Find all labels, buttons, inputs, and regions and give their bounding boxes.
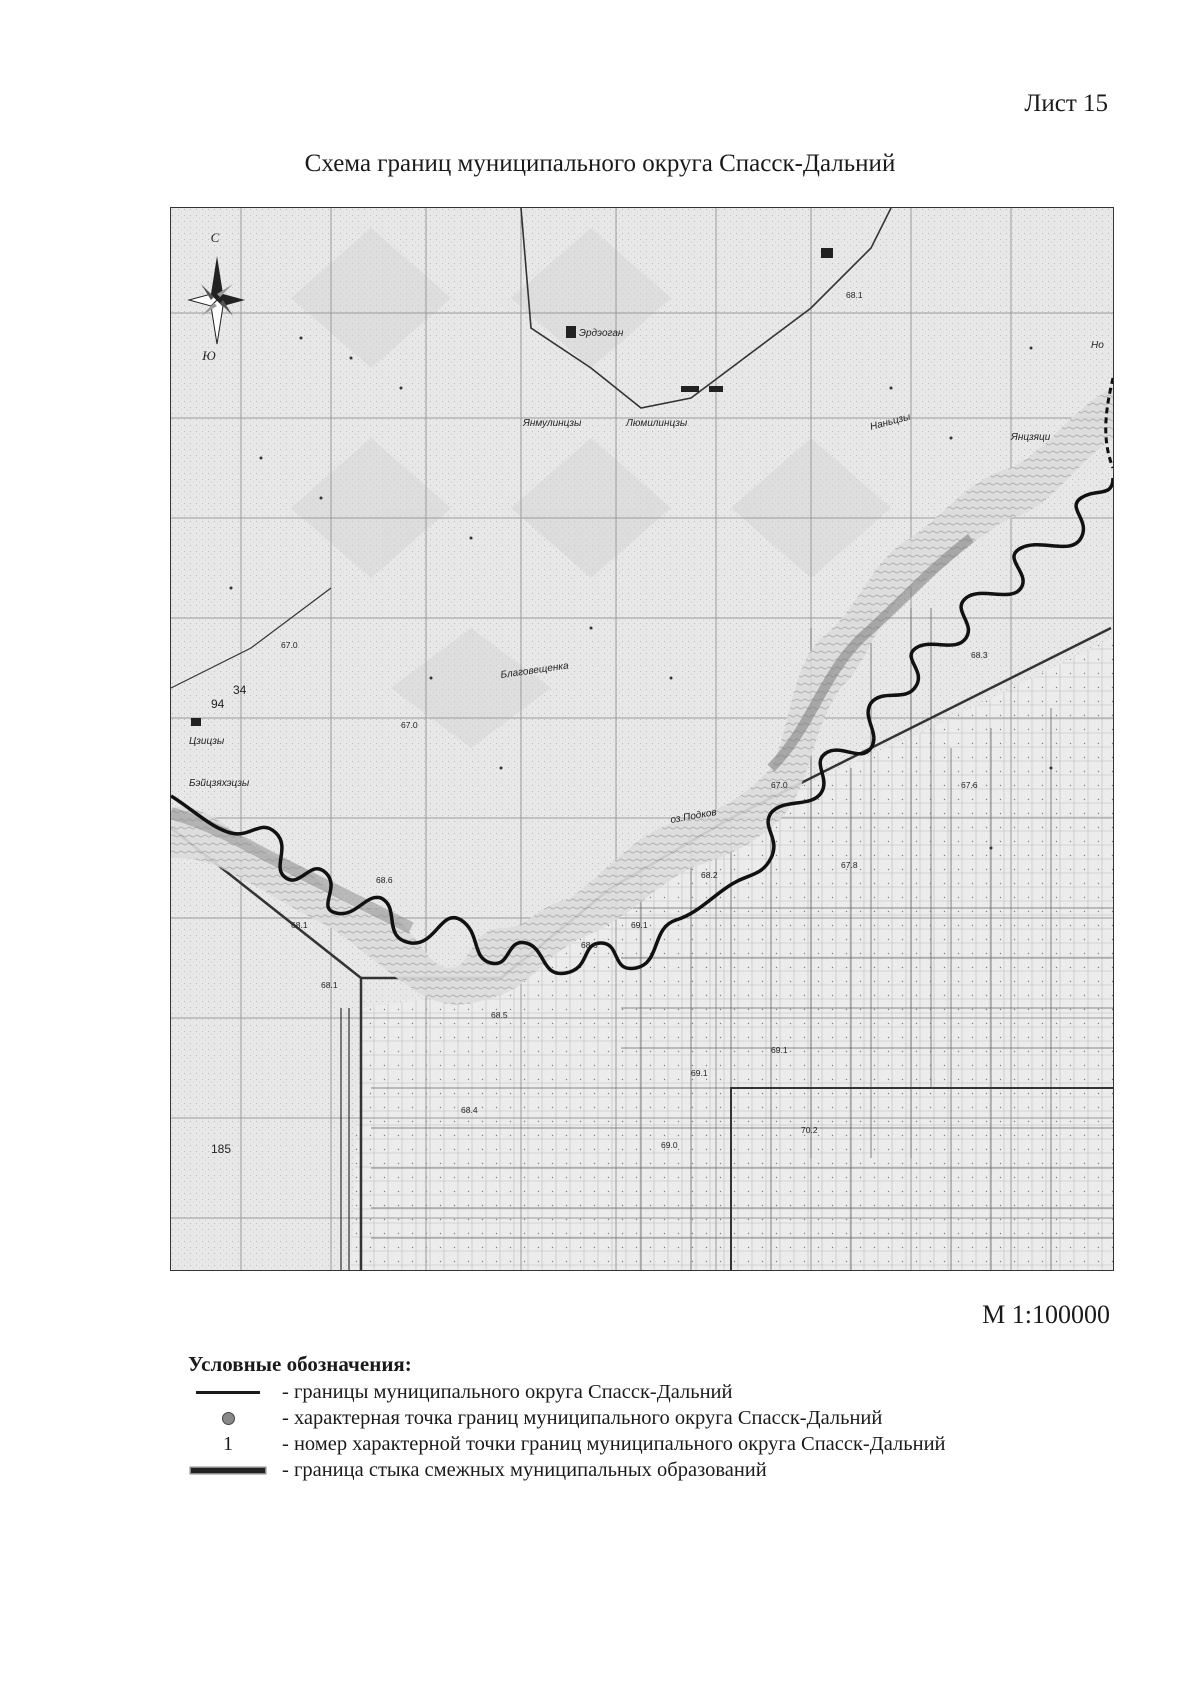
map-scale: М 1:100000 xyxy=(982,1300,1110,1329)
legend-symbol-dot xyxy=(188,1412,268,1425)
legend-item-text: - номер характерной точки границ муниципального округа Спасск-Дальний xyxy=(282,1432,946,1455)
legend xyxy=(188,1352,1108,1483)
elevation-mark: 69.1 xyxy=(631,920,648,930)
legend-item-text: - границы муниципального округа Спасск-Дальний xyxy=(282,1380,733,1403)
place-label: Но xyxy=(1091,340,1104,351)
elevation-mark: 68.2 xyxy=(701,870,718,880)
place-label: Благовещенка xyxy=(499,660,570,681)
elevation-mark: 67.0 xyxy=(281,640,298,650)
place-label: Люмилинцзы xyxy=(626,418,688,429)
grid-number: 94 xyxy=(211,697,225,711)
elevation-mark: 68.4 xyxy=(461,1105,478,1115)
legend-item-junction xyxy=(188,1457,1108,1483)
place-label: оз.Подков xyxy=(669,807,718,826)
compass-north-label: С xyxy=(210,230,220,245)
elevation-mark: 67.8 xyxy=(841,860,858,870)
elevation-mark: 68.5 xyxy=(491,1010,508,1020)
place-label: Цзицзы xyxy=(189,736,225,747)
place-label: Наньцзы xyxy=(868,411,912,433)
elevation-mark: 68.3 xyxy=(971,650,988,660)
legend-item-text: - граница стыка смежных муниципальных образований xyxy=(282,1458,767,1481)
map-canvas[interactable] xyxy=(171,208,1113,1270)
grid-number: 185 xyxy=(211,1142,232,1156)
legend-symbol-number: 1 xyxy=(223,1432,233,1455)
document-title: Схема границ муниципального округа Спасск-Дальний xyxy=(304,150,896,177)
place-label: Янцзяци xyxy=(1011,432,1051,443)
elevation-mark: 69.0 xyxy=(661,1140,678,1150)
legend-symbol-thin-line xyxy=(188,1391,268,1394)
legend-item-boundary xyxy=(188,1379,1108,1405)
place-label: Бэйцзяхэцзы xyxy=(189,778,250,789)
elevation-mark: 67.6 xyxy=(961,780,978,790)
elevation-mark: 68.1 xyxy=(321,980,338,990)
place-label: Эрдэоган xyxy=(579,328,624,339)
legend-item-point xyxy=(188,1405,1108,1431)
legend-symbol-thick-line xyxy=(188,1468,268,1473)
elevation-mark: 69.1 xyxy=(771,1045,788,1055)
elevation-mark: 69.1 xyxy=(691,1068,708,1078)
elevation-mark: 68.1 xyxy=(291,920,308,930)
place-label: Янмулинцзы xyxy=(523,418,582,429)
elevation-mark: 68.6 xyxy=(581,940,598,950)
legend-item-point-number xyxy=(188,1431,1108,1457)
elevation-mark: 67.0 xyxy=(771,780,788,790)
compass-south-label: Ю xyxy=(202,348,216,363)
legend-title: Условные обозначения: xyxy=(188,1352,412,1376)
grid-number: 34 xyxy=(233,683,247,697)
map-frame[interactable] xyxy=(170,207,1114,1271)
elevation-mark: 70.2 xyxy=(801,1125,818,1135)
elevation-mark: 67.0 xyxy=(401,720,418,730)
legend-item-text: - характерная точка границ муниципального округа Спасск-Дальний xyxy=(282,1406,883,1429)
sheet-label: Лист 15 xyxy=(1024,90,1108,117)
elevation-mark: 68.1 xyxy=(846,290,863,300)
elevation-mark: 68.6 xyxy=(376,875,393,885)
